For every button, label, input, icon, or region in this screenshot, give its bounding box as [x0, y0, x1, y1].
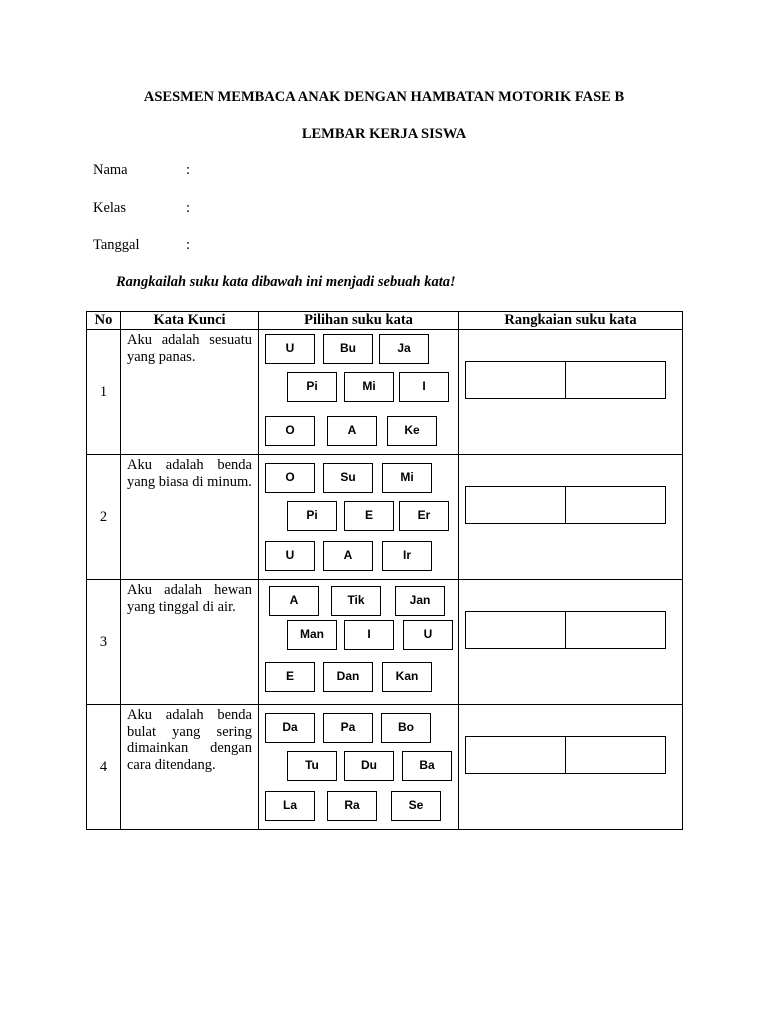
answer-box[interactable] — [565, 486, 666, 524]
syllable-option[interactable]: I — [399, 372, 449, 402]
date-colon: : — [186, 237, 191, 253]
syllable-option[interactable]: O — [265, 463, 315, 493]
answer-box[interactable] — [465, 361, 566, 399]
syllable-options-cell — [259, 705, 459, 830]
syllable-option[interactable]: A — [327, 416, 377, 446]
row-number: 3 — [87, 580, 121, 705]
keyword-cell — [121, 705, 259, 830]
keyword-cell — [121, 330, 259, 455]
syllable-option[interactable]: Ke — [387, 416, 437, 446]
syllable-option[interactable]: Ja — [379, 334, 429, 364]
syllable-option[interactable]: Jan — [395, 586, 445, 616]
syllable-option[interactable]: Tik — [331, 586, 381, 616]
syllable-option[interactable]: Pa — [323, 713, 373, 743]
syllable-option[interactable]: Mi — [344, 372, 394, 402]
syllable-option[interactable]: Bu — [323, 334, 373, 364]
syllable-arrangement-cell — [459, 580, 683, 705]
header-keyword: Kata Kunci — [121, 312, 259, 330]
row-number: 4 — [87, 705, 121, 830]
name-label: Nama — [93, 162, 128, 178]
syllable-option[interactable]: E — [265, 662, 315, 692]
syllable-option[interactable]: Su — [323, 463, 373, 493]
answer-box[interactable] — [465, 611, 566, 649]
header-syllable-arrangement: Rangkaian suku kata — [459, 312, 683, 330]
class-label: Kelas — [93, 200, 127, 216]
syllable-option[interactable]: Se — [391, 791, 441, 821]
syllable-option[interactable]: Du — [344, 751, 394, 781]
syllable-option[interactable]: Pi — [287, 372, 337, 402]
syllable-option[interactable]: Er — [399, 501, 449, 531]
syllable-option[interactable]: U — [265, 334, 315, 364]
syllable-option[interactable]: Mi — [382, 463, 432, 493]
table-header-row — [87, 312, 683, 330]
answer-box[interactable] — [465, 486, 566, 524]
date-label: Tanggal — [93, 237, 140, 253]
keyword-cell — [121, 580, 259, 705]
table-row — [87, 705, 683, 830]
syllable-option[interactable]: I — [344, 620, 394, 650]
answer-box[interactable] — [565, 611, 666, 649]
header-no: No — [87, 312, 121, 330]
syllable-option[interactable]: U — [403, 620, 453, 650]
syllable-option[interactable]: Dan — [323, 662, 373, 692]
table-row — [87, 330, 683, 455]
syllable-option[interactable]: E — [344, 501, 394, 531]
keyword-cell — [121, 455, 259, 580]
worksheet-subtitle: LEMBAR KERJA SISWA — [301, 126, 467, 142]
syllable-arrangement-cell — [459, 330, 683, 455]
worksheet-table — [86, 311, 683, 830]
worksheet-title: ASESMEN MEMBACA ANAK DENGAN HAMBATAN MOTORIK FASE B — [143, 89, 625, 105]
syllable-option[interactable]: La — [265, 791, 315, 821]
syllable-option[interactable]: Pi — [287, 501, 337, 531]
row-number: 2 — [87, 455, 121, 580]
syllable-option[interactable]: A — [269, 586, 319, 616]
keyword-clue: Aku adalah benda yang biasa di minum. — [127, 457, 252, 490]
answer-box[interactable] — [565, 361, 666, 399]
syllable-arrangement-cell — [459, 705, 683, 830]
syllable-option[interactable]: Bo — [381, 713, 431, 743]
row-number: 1 — [87, 330, 121, 455]
table-row — [87, 580, 683, 705]
syllable-arrangement-cell — [459, 455, 683, 580]
syllable-option[interactable]: Ir — [382, 541, 432, 571]
answer-box[interactable] — [565, 736, 666, 774]
keyword-clue: Aku adalah benda bulat yang sering dimainkan dengan cara ditendang. — [127, 707, 252, 773]
syllable-option[interactable]: Ra — [327, 791, 377, 821]
name-colon: : — [186, 162, 191, 178]
syllable-option[interactable]: Tu — [287, 751, 337, 781]
header-syllable-options: Pilihan suku kata — [259, 312, 459, 330]
answer-box[interactable] — [465, 736, 566, 774]
syllable-options-cell — [259, 330, 459, 455]
syllable-options-cell — [259, 580, 459, 705]
keyword-clue: Aku adalah hewan yang tinggal di air. — [127, 582, 252, 615]
keyword-clue: Aku adalah sesuatu yang panas. — [127, 332, 252, 365]
syllable-option[interactable]: Kan — [382, 662, 432, 692]
syllable-option[interactable]: A — [323, 541, 373, 571]
syllable-option[interactable]: U — [265, 541, 315, 571]
syllable-options-cell — [259, 455, 459, 580]
instruction-text: Rangkailah suku kata dibawah ini menjadi sebuah kata! — [116, 274, 456, 290]
class-colon: : — [186, 200, 191, 216]
syllable-option[interactable]: Da — [265, 713, 315, 743]
table-row — [87, 455, 683, 580]
syllable-option[interactable]: Ba — [402, 751, 452, 781]
syllable-option[interactable]: O — [265, 416, 315, 446]
syllable-option[interactable]: Man — [287, 620, 337, 650]
